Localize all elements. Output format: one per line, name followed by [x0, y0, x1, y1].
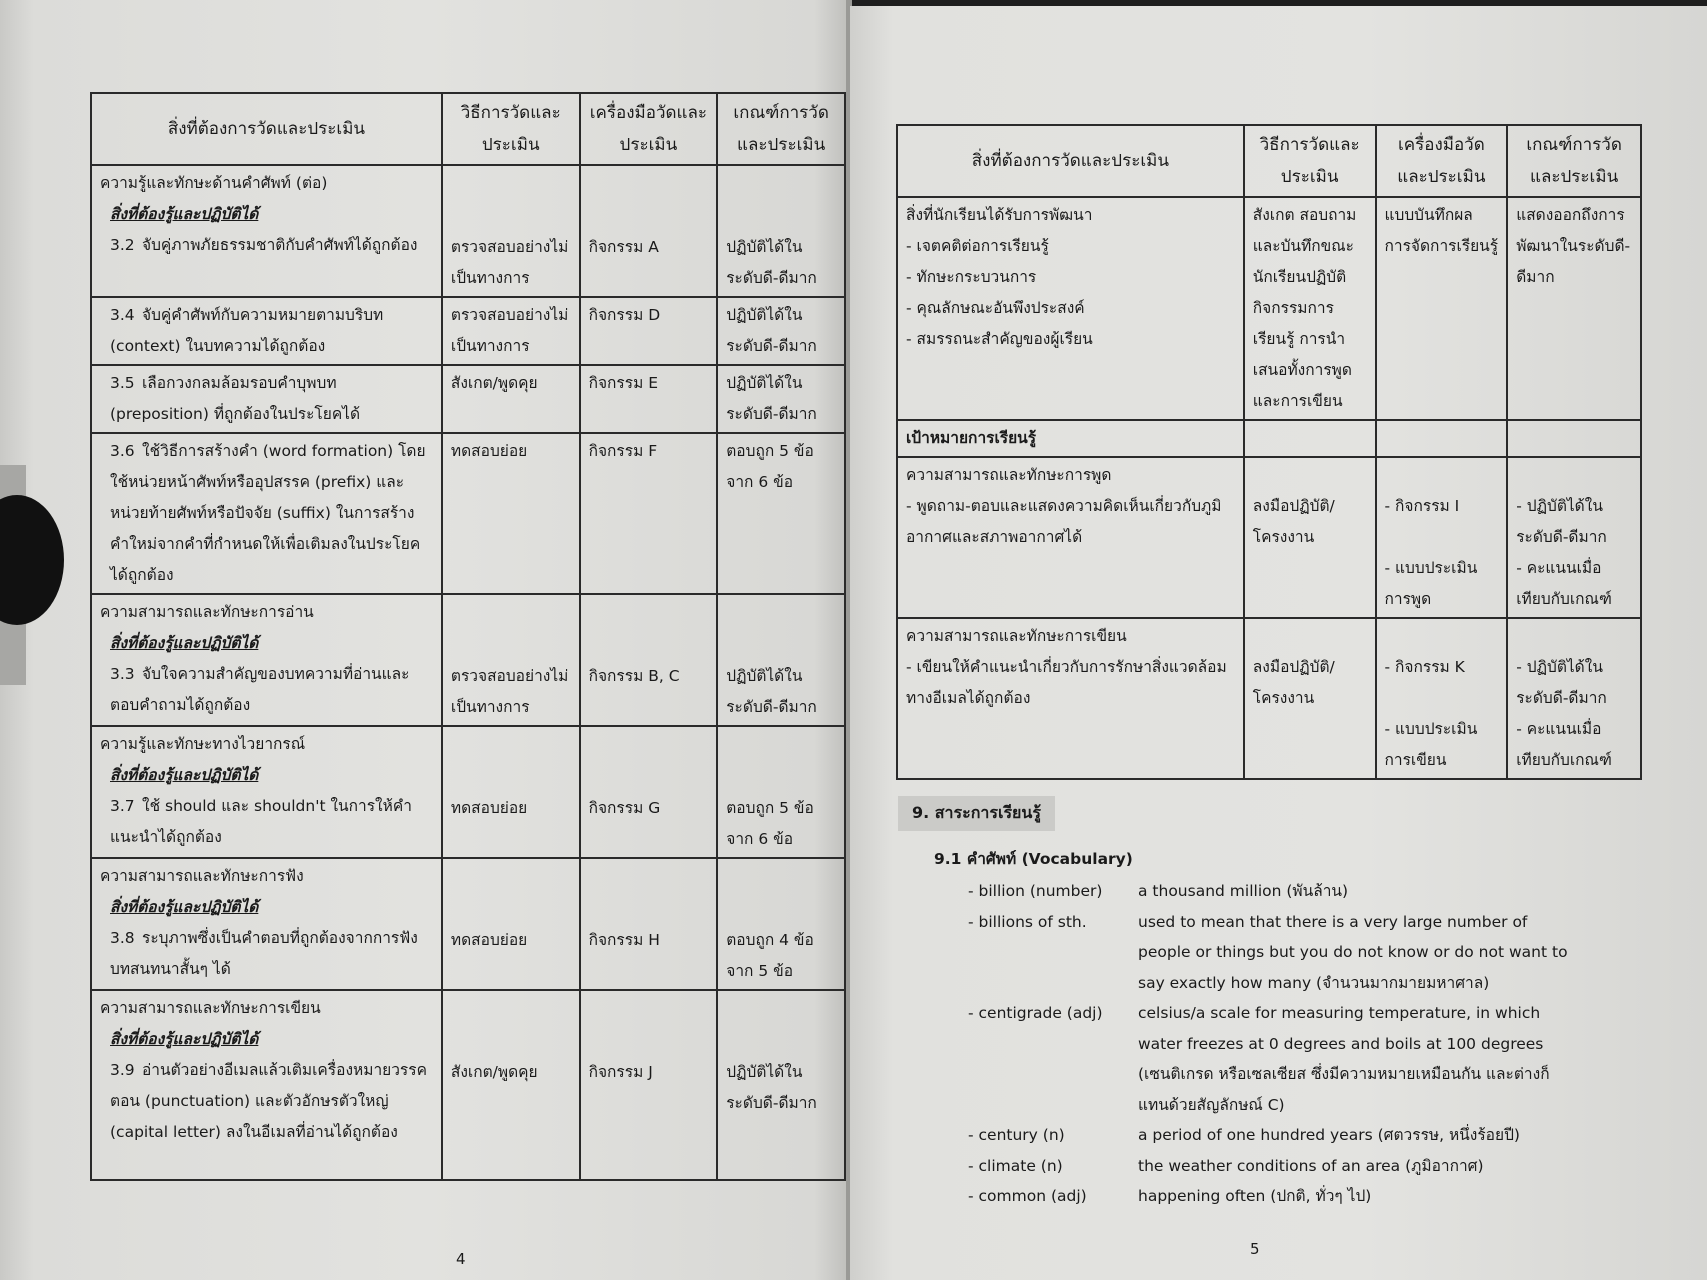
item-number: 3.4 [110, 306, 135, 324]
method-cell: สังเกต/พูดคุย [442, 990, 580, 1180]
criteria-cell: ปฏิบัติได้ในระดับดี-ดีมาก [717, 297, 845, 365]
assessment-table-right [896, 124, 1642, 780]
right-page [850, 6, 1707, 1280]
item-number: 3.7 [110, 797, 135, 815]
criteria-cell: ปฏิบัติได้ในระดับดี-ดีมาก [717, 365, 845, 433]
method-cell: ลงมือปฏิบัติ/โครงงาน [1244, 457, 1376, 618]
vocab-item [968, 907, 1568, 999]
dev-title: สิ่งที่นักเรียนได้รับการพัฒนา [906, 206, 1093, 224]
table-row [91, 165, 845, 297]
vocab-title: 9.1 คำศัพท์ (Vocabulary) [934, 850, 1133, 868]
item-text: ใช้ should และ shouldn't ในการให้คำแนะนำได้ถูกต้อง [110, 797, 412, 846]
vocab-def: a period of one hundred years (ศตวรรษ, หนึ่งร้อยปี) [1138, 1126, 1520, 1144]
item-number: 3.3 [110, 665, 135, 683]
criteria-cell: ปฏิบัติได้ในระดับดี-ดีมาก [717, 594, 845, 726]
item-text: จับคู่คำศัพท์กับความหมายตามบริบท (context) ในบทความได้ถูกต้อง [110, 306, 384, 355]
tool-item: - แบบประเมินการพูด [1384, 559, 1478, 608]
tool-cell: กิจกรรม D [580, 297, 718, 365]
tool-cell: กิจกรรม J [580, 990, 718, 1180]
table-row [91, 858, 845, 990]
table-row-writing [897, 618, 1641, 779]
vocab-term: - billion (number) [968, 882, 1103, 900]
vocab-list [968, 876, 1568, 1212]
header-col4: เกณฑ์การวัดและประเมิน [717, 93, 845, 165]
vocab-term: - common (adj) [968, 1187, 1087, 1205]
page-number-left: 4 [456, 1250, 466, 1268]
table-row [91, 990, 845, 1180]
table-row [91, 297, 845, 365]
vocab-def: the weather conditions of an area (ภูมิอากาศ) [1138, 1156, 1484, 1175]
header-col1: สิ่งที่ต้องการวัดและประเมิน [897, 125, 1244, 197]
tool-cell: กิจกรรม B, C [580, 594, 718, 726]
subheading: สิ่งที่ต้องรู้และปฏิบัติได้ [110, 634, 259, 652]
subheading: สิ่งที่ต้องรู้และปฏิบัติได้ [110, 205, 259, 223]
table-header [897, 125, 1641, 197]
speaking-item: - พูดถาม-ตอบและแสดงความคิดเห็นเกี่ยวกับภูมิอากาศและสภาพอากาศได้ [906, 497, 1222, 546]
item-number: 3.9 [110, 1061, 135, 1079]
method-cell: ทดสอบย่อย [442, 433, 580, 594]
method-cell: สังเกต สอบถามและบันทึกขณะนักเรียนปฏิบัติกิจกรรมการเรียนรู้ การนำเสนอทั้งการพูดและการเขียน [1244, 197, 1376, 420]
vocab-item [968, 998, 1568, 1120]
table-row [91, 365, 845, 433]
dev-item: - ทักษะกระบวนการ [906, 268, 1037, 286]
category-label: ความสามารถและทักษะการเขียน [100, 999, 321, 1017]
method-cell: ตรวจสอบอย่างไม่เป็นทางการ [442, 165, 580, 297]
vocab-def: used to mean that there is a very large number of people or things but you do not know or do not want to say exactly how many (จำนวนมากมายมหาศาล) [1138, 912, 1568, 992]
method-cell: ทดสอบย่อย [442, 858, 580, 990]
dev-item: - เจตคติต่อการเรียนรู้ [906, 237, 1049, 255]
method-cell: สังเกต/พูดคุย [442, 365, 580, 433]
method-cell: ตรวจสอบอย่างไม่เป็นทางการ [442, 594, 580, 726]
item-number: 3.8 [110, 929, 135, 947]
header-col3: เครื่องมือวัดและประเมิน [580, 93, 718, 165]
criteria-cell: ตอบถูก 5 ข้อจาก 6 ข้อ [717, 726, 845, 858]
method-cell: ลงมือปฏิบัติ/โครงงาน [1244, 618, 1376, 779]
vocab-item [968, 1151, 1568, 1182]
table-row [91, 594, 845, 726]
tool-item: - กิจกรรม K [1384, 658, 1465, 676]
subheading: สิ่งที่ต้องรู้และปฏิบัติได้ [110, 1030, 259, 1048]
header-col4: เกณฑ์การวัดและประเมิน [1507, 125, 1641, 197]
method-cell: ทดสอบย่อย [442, 726, 580, 858]
item-text: อ่านตัวอย่างอีเมลแล้วเติมเครื่องหมายวรรคตอน (punctuation) และตัวอักษรตัวใหญ่ (capital letter) ลงในอีเมลที่อ่านได้ถูกต้อง [110, 1061, 427, 1141]
item-text: ใช้วิธีการสร้างคำ (word formation) โดยใช้หน่วยหน้าศัพท์หรืออุปสรรค (prefix) และหน่วยท้ายศัพท์หรือปัจจัย (suffix) ในการสร้างคำใหม่จากคำที่กำหนดให้เพื่อเติมลงในประโยคได้ถูกต้อง [110, 442, 426, 584]
criteria-item: - ปฏิบัติได้ในระดับดี-ดีมาก [1516, 658, 1607, 707]
dev-item: - สมรรถนะสำคัญของผู้เรียน [906, 330, 1093, 348]
section-heading: 9. สาระการเรียนรู้ [898, 796, 1055, 831]
criteria-item: - คะแนนเมื่อเทียบกับเกณฑ์ [1516, 559, 1612, 608]
subheading: สิ่งที่ต้องรู้และปฏิบัติได้ [110, 766, 259, 784]
header-col2: วิธีการวัดและประเมิน [442, 93, 580, 165]
item-text: เลือกวงกลมล้อมรอบคำบุพบท (preposition) ที่ถูกต้องในประโยคได้ [110, 374, 361, 423]
vocab-def: celsius/a scale for measuring temperature, in which water freezes at 0 degrees and boils at 100 degrees (เซนติเกรด หรือเซลเซียส ซึ่งมีความหมายเหมือนกัน และต่างก็แทนด้วยสัญลักษณ์ C) [1138, 1004, 1550, 1114]
tool-item: - แบบประเมินการเขียน [1384, 720, 1478, 769]
item-number: 3.5 [110, 374, 135, 392]
table-row-development [897, 197, 1641, 420]
vocab-term: - billions of sth. [968, 912, 1087, 931]
item-text: จับคู่ภาพภัยธรรมชาติกับคำศัพท์ได้ถูกต้อง [142, 236, 418, 254]
vocab-term: - climate (n) [968, 1156, 1063, 1175]
table-row-speaking [897, 457, 1641, 618]
item-number: 3.6 [110, 442, 135, 460]
category-label: ความสามารถและทักษะการฟัง [100, 867, 304, 885]
category-label: ความรู้และทักษะด้านคำศัพท์ (ต่อ) [100, 174, 328, 192]
vocab-def: happening often (ปกติ, ทั่วๆ ไป) [1138, 1187, 1372, 1205]
subheading: สิ่งที่ต้องรู้และปฏิบัติได้ [110, 898, 259, 916]
header-col1: สิ่งที่ต้องการวัดและประเมิน [91, 93, 442, 165]
category-label: ความรู้และทักษะทางไวยากรณ์ [100, 735, 306, 753]
writing-item: - เขียนให้คำแนะนำเกี่ยวกับการรักษาสิ่งแวดล้อมทางอีเมลได้ถูกต้อง [906, 658, 1227, 707]
table-row [91, 726, 845, 858]
header-col2: วิธีการวัดและประเมิน [1244, 125, 1376, 197]
category-label: ความสามารถและทักษะการอ่าน [100, 603, 314, 621]
vocab-def: a thousand million (พันล้าน) [1138, 882, 1349, 900]
tool-cell: กิจกรรม F [580, 433, 718, 594]
criteria-cell: แสดงออกถึงการพัฒนาในระดับดี-ดีมาก [1507, 197, 1641, 420]
criteria-cell: ตอบถูก 5 ข้อจาก 6 ข้อ [717, 433, 845, 594]
table-row [91, 433, 845, 594]
vocab-term: - century (n) [968, 1126, 1065, 1144]
tool-cell: กิจกรรม E [580, 365, 718, 433]
dev-item: - คุณลักษณะอันพึงประสงค์ [906, 299, 1085, 317]
criteria-cell: ปฏิบัติได้ในระดับดี-ดีมาก [717, 990, 845, 1180]
vocab-item [968, 1120, 1568, 1151]
criteria-cell: ปฏิบัติได้ในระดับดี-ดีมาก [717, 165, 845, 297]
vocab-item [968, 876, 1568, 907]
criteria-cell: ตอบถูก 4 ข้อจาก 5 ข้อ [717, 858, 845, 990]
page-number-right: 5 [1250, 1240, 1260, 1258]
left-page [0, 0, 848, 1280]
item-text: จับใจความสำคัญของบทความที่อ่านและตอบคำถามได้ถูกต้อง [110, 665, 410, 714]
criteria-item: - ปฏิบัติได้ในระดับดี-ดีมาก [1516, 497, 1607, 546]
writing-title: ความสามารถและทักษะการเขียน [906, 627, 1127, 645]
header-col3: เครื่องมือวัดและประเมิน [1376, 125, 1508, 197]
assessment-table-left [90, 92, 846, 1181]
table-row-goal [897, 420, 1641, 457]
criteria-item: - คะแนนเมื่อเทียบกับเกณฑ์ [1516, 720, 1612, 769]
tool-cell: กิจกรรม A [580, 165, 718, 297]
goal-title: เป้าหมายการเรียนรู้ [897, 420, 1244, 457]
vocab-term: - centigrade (adj) [968, 1004, 1103, 1022]
binder-clip [0, 495, 64, 625]
item-number: 3.2 [110, 236, 135, 254]
tool-cell: กิจกรรม H [580, 858, 718, 990]
tool-cell: กิจกรรม G [580, 726, 718, 858]
item-text: ระบุภาพซึ่งเป็นคำตอบที่ถูกต้องจากการฟังบทสนทนาสั้นๆ ได้ [110, 929, 418, 978]
tool-item: - กิจกรรม I [1384, 497, 1460, 515]
vocab-item [968, 1181, 1568, 1212]
tool-cell: แบบบันทึกผลการจัดการเรียนรู้ [1376, 197, 1508, 420]
table-header [91, 93, 845, 165]
speaking-title: ความสามารถและทักษะการพูด [906, 466, 1112, 484]
method-cell: ตรวจสอบอย่างไม่เป็นทางการ [442, 297, 580, 365]
